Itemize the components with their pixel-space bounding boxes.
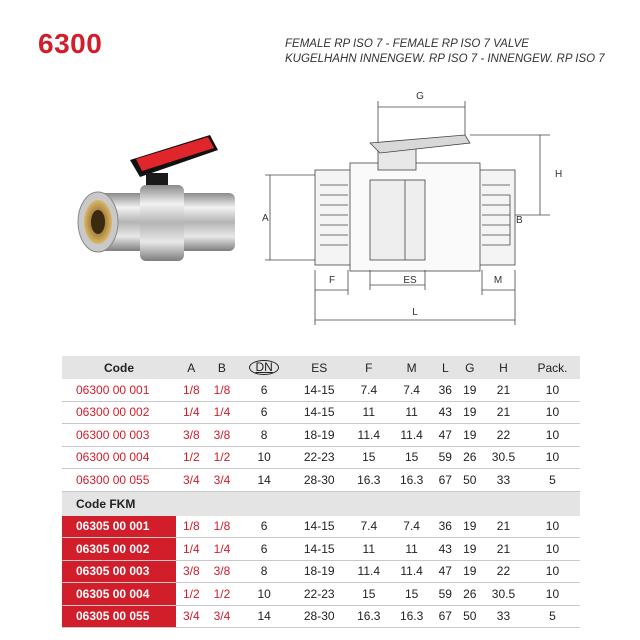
table-cell: 10 [525, 401, 580, 424]
table-cell: 47 [433, 560, 458, 583]
table-row [62, 469, 580, 492]
table-cell: 21 [482, 401, 525, 424]
table-cell: 3/4 [207, 469, 238, 492]
product-description [285, 37, 605, 67]
table-cell: 11 [347, 538, 390, 561]
table-cell: 43 [433, 538, 458, 561]
table-cell: 10 [525, 379, 580, 401]
table-cell: 6 [237, 379, 291, 401]
table-header [62, 356, 580, 379]
table-cell: 14 [237, 605, 291, 628]
table-cell: 16.3 [347, 469, 390, 492]
table-cell: 21 [482, 516, 525, 538]
table-row [62, 583, 580, 606]
col-f: F [347, 356, 390, 379]
dim-label-a: A [262, 213, 269, 224]
table-cell: 3/4 [207, 605, 238, 628]
table-cell: 36 [433, 516, 458, 538]
valve-photo [60, 115, 250, 295]
table-cell: 1/8 [207, 516, 238, 538]
table-cell: 36 [433, 379, 458, 401]
table-cell: 06300 00 055 [62, 469, 176, 492]
dim-label-f: F [328, 275, 336, 286]
table-cell: 3/8 [207, 424, 238, 447]
table-cell: 21 [482, 379, 525, 401]
table-cell: 10 [525, 583, 580, 606]
table-cell: 18-19 [291, 560, 347, 583]
table-cell: 10 [525, 538, 580, 561]
table-cell: 5 [525, 605, 580, 628]
table-cell: 06300 00 004 [62, 446, 176, 469]
table-cell: 06305 00 004 [62, 583, 176, 606]
table-cell: 11 [390, 538, 433, 561]
table-cell: 26 [458, 583, 483, 606]
table-cell: 06300 00 001 [62, 379, 176, 401]
dim-label-es: ES [403, 275, 417, 286]
table-row [62, 446, 580, 469]
dim-label-m: M [493, 275, 503, 286]
table-cell: 10 [525, 560, 580, 583]
table-cell: 6 [237, 401, 291, 424]
table-cell: 1/4 [176, 538, 207, 561]
table-cell: 14-15 [291, 379, 347, 401]
table-cell: 1/4 [207, 538, 238, 561]
col-g: G [458, 356, 483, 379]
table-cell: 06305 00 002 [62, 538, 176, 561]
table-cell: 67 [433, 605, 458, 628]
table-cell: 59 [433, 583, 458, 606]
dn-symbol: DN [249, 360, 278, 375]
table-cell: 22-23 [291, 446, 347, 469]
table-cell: 11 [347, 401, 390, 424]
dim-label-b: B [516, 215, 523, 226]
table-cell: 10 [525, 424, 580, 447]
table-cell: 5 [525, 469, 580, 492]
col-h: H [482, 356, 525, 379]
table-row [62, 401, 580, 424]
table-cell: 3/4 [176, 469, 207, 492]
col-a: A [176, 356, 207, 379]
table-cell: 33 [482, 469, 525, 492]
table-cell: 50 [458, 469, 483, 492]
col-dn [237, 356, 291, 379]
table-cell: 11.4 [390, 424, 433, 447]
table-row [62, 516, 580, 538]
dim-label-h: H [555, 169, 563, 180]
col-es: ES [291, 356, 347, 379]
table-cell: 06300 00 002 [62, 401, 176, 424]
table-cell: 16.3 [390, 605, 433, 628]
dim-label-g: G [416, 91, 424, 102]
table-cell: 19 [458, 379, 483, 401]
table-cell: 50 [458, 605, 483, 628]
table-cell: 7.4 [347, 379, 390, 401]
fkm-section-header [62, 491, 580, 516]
product-number: 6300 [38, 28, 103, 59]
table-cell: 8 [237, 560, 291, 583]
table-cell: 67 [433, 469, 458, 492]
table-cell: 3/8 [176, 560, 207, 583]
table-cell: 14 [237, 469, 291, 492]
table-row [62, 605, 580, 628]
table-cell: 3/4 [176, 605, 207, 628]
table-cell: 1/2 [207, 583, 238, 606]
table-cell: 15 [390, 446, 433, 469]
table-row [62, 424, 580, 447]
table-cell: 14-15 [291, 516, 347, 538]
table-cell: 06305 00 003 [62, 560, 176, 583]
table-cell: 19 [458, 424, 483, 447]
table-cell: 19 [458, 560, 483, 583]
table-cell: 15 [390, 583, 433, 606]
table-cell: 6 [237, 538, 291, 561]
col-l: L [433, 356, 458, 379]
table-cell: 28-30 [291, 605, 347, 628]
table-cell: 11 [390, 401, 433, 424]
table-cell: 16.3 [390, 469, 433, 492]
col-pack: Pack. [525, 356, 580, 379]
table-cell: 33 [482, 605, 525, 628]
table-cell: 26 [458, 446, 483, 469]
table-cell: 14-15 [291, 538, 347, 561]
table-cell: 8 [237, 424, 291, 447]
table-cell: 1/8 [176, 516, 207, 538]
table-row [62, 538, 580, 561]
table-cell: 22-23 [291, 583, 347, 606]
table-cell: 1/4 [207, 401, 238, 424]
table-cell: 19 [458, 538, 483, 561]
table-cell: 11.4 [347, 560, 390, 583]
table-cell: 7.4 [390, 516, 433, 538]
table-cell: 1/8 [176, 379, 207, 401]
table-cell: 15 [347, 583, 390, 606]
col-b: B [207, 356, 238, 379]
technical-drawing [260, 85, 580, 335]
col-m: M [390, 356, 433, 379]
table-cell: 10 [237, 583, 291, 606]
table-cell: 10 [525, 516, 580, 538]
table-cell: 7.4 [390, 379, 433, 401]
table-cell: 06305 00 055 [62, 605, 176, 628]
description-de: KUGELHAHN INNENGEW. RP ISO 7 - INNENGEW. RP ISO 7 [285, 53, 605, 65]
table-cell: 1/2 [176, 446, 207, 469]
table-cell: 11.4 [347, 424, 390, 447]
table-cell: 59 [433, 446, 458, 469]
table-cell: 6 [237, 516, 291, 538]
table-cell: 22 [482, 424, 525, 447]
table-row [62, 379, 580, 401]
table-cell: 30.5 [482, 583, 525, 606]
table-cell: 21 [482, 538, 525, 561]
spec-table [62, 356, 580, 628]
table-cell: 22 [482, 560, 525, 583]
table-cell: 06305 00 001 [62, 516, 176, 538]
table-cell: 06300 00 003 [62, 424, 176, 447]
table-row [62, 560, 580, 583]
table-cell: 1/4 [176, 401, 207, 424]
table-cell: 18-19 [291, 424, 347, 447]
table-cell: 1/2 [176, 583, 207, 606]
table-cell: 16.3 [347, 605, 390, 628]
table-cell: 30.5 [482, 446, 525, 469]
fkm-section-label: Code FKM [62, 491, 580, 516]
table-cell: 10 [237, 446, 291, 469]
table-cell: 15 [347, 446, 390, 469]
table-cell: 19 [458, 516, 483, 538]
table-cell: 3/8 [176, 424, 207, 447]
table-cell: 7.4 [347, 516, 390, 538]
table-cell: 3/8 [207, 560, 238, 583]
table-cell: 47 [433, 424, 458, 447]
col-code: Code [62, 356, 176, 379]
table-cell: 11.4 [390, 560, 433, 583]
table-cell: 14-15 [291, 401, 347, 424]
table-cell: 19 [458, 401, 483, 424]
table-cell: 43 [433, 401, 458, 424]
table-cell: 1/2 [207, 446, 238, 469]
table-cell: 28-30 [291, 469, 347, 492]
description-en: FEMALE RP ISO 7 - FEMALE RP ISO 7 VALVE [285, 38, 529, 50]
dim-label-l: L [412, 307, 418, 318]
table-cell: 10 [525, 446, 580, 469]
table-cell: 1/8 [207, 379, 238, 401]
